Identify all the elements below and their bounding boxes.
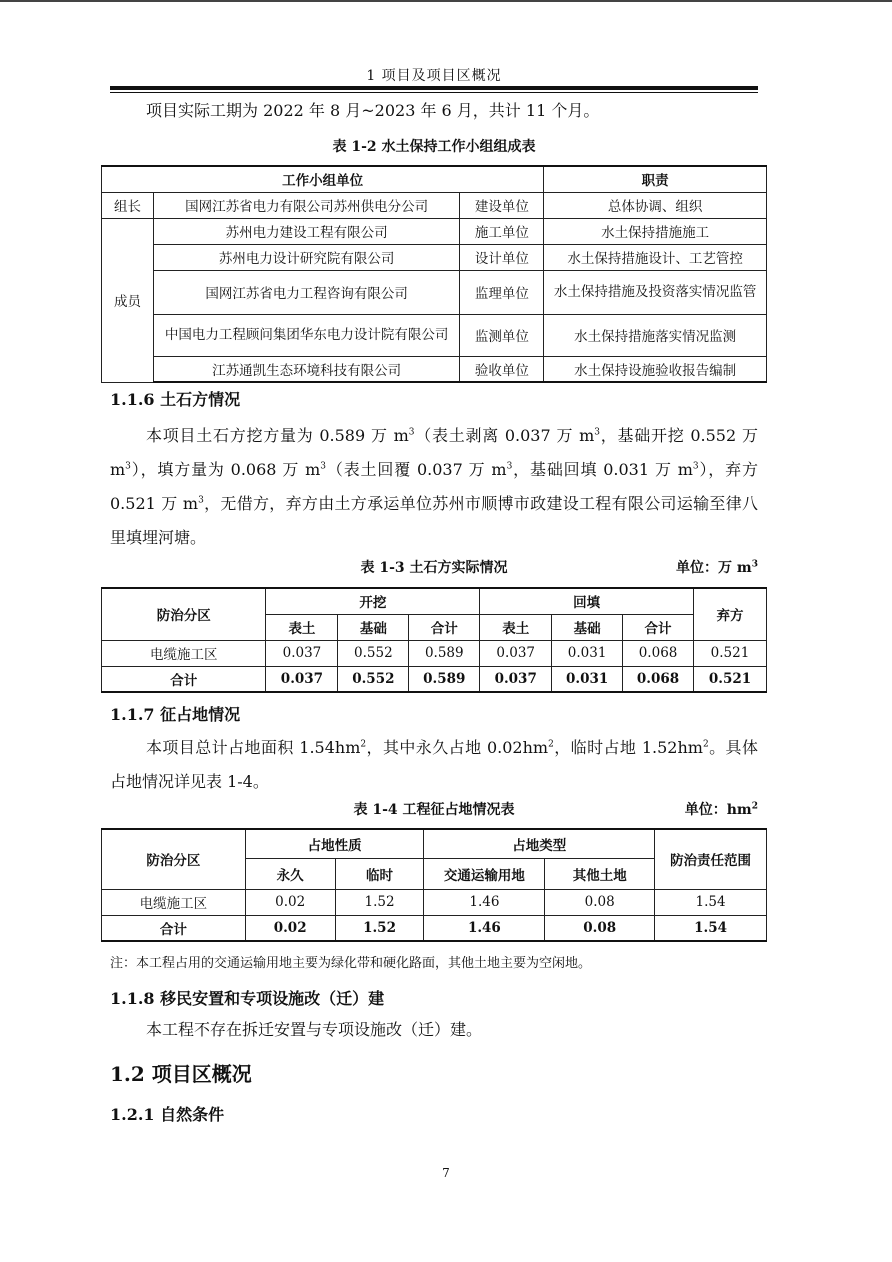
value-cell: 1.46 <box>424 889 545 915</box>
table-1-4 <box>101 828 767 942</box>
header-type: 占地类型 <box>424 829 655 858</box>
table-1-4-note: 注：本工程占用的交通运输用地主要为绿化带和硬化路面，其他土地主要为空闲地。 <box>110 956 592 971</box>
value-cell: 0.031 <box>552 666 623 692</box>
role-cell: 监测单位 <box>460 314 544 356</box>
page-number: 7 <box>442 1166 450 1180</box>
header-permanent: 永久 <box>245 858 335 889</box>
value-cell: 0.552 <box>338 666 409 692</box>
table-1-4-caption: 表 1-4 工程征占地情况表 <box>353 802 515 818</box>
table-1-4-unit: 单位：$hm^2$ <box>684 801 758 818</box>
value-cell: 0.068 <box>623 640 694 666</box>
header-subtotal: 合计 <box>409 614 480 640</box>
zone-cell: 电缆施工区 <box>102 640 266 666</box>
header-unit: 工作小组单位 <box>102 166 544 192</box>
header-topsoil: 表土 <box>480 614 552 640</box>
table-1-3-unit: 单位：万 $m^3$ <box>676 559 758 576</box>
duty-cell: 水土保持措施设计、工艺管控 <box>544 244 767 270</box>
zone-cell: 合计 <box>102 915 246 941</box>
table-row <box>102 314 767 356</box>
table-row <box>102 218 767 244</box>
org-cell: 苏州电力设计研究院有限公司 <box>153 244 459 270</box>
value-cell: 1.46 <box>424 915 545 941</box>
role-cell: 建设单位 <box>460 192 544 218</box>
value-cell: 0.068 <box>623 666 694 692</box>
value-cell: 0.037 <box>266 666 338 692</box>
table-1-2-caption: 表 1-2 水土保持工作小组组成表 <box>332 139 536 155</box>
table-1-3-caption: 表 1-3 土石方实际情况 <box>360 560 508 576</box>
table-row <box>102 640 767 666</box>
value-cell: 0.521 <box>694 666 767 692</box>
org-cell: 苏州电力建设工程有限公司 <box>153 218 459 244</box>
value-cell: 0.521 <box>694 640 767 666</box>
header-duty: 职责 <box>544 166 767 192</box>
header-zone: 防治分区 <box>102 829 246 889</box>
header-excavation: 开挖 <box>266 588 480 614</box>
value-cell: 0.02 <box>245 915 335 941</box>
org-cell: 中国电力工程顾问集团华东电力设计院有限公司 <box>153 314 459 356</box>
running-header: 1 项目及项目区概况 <box>366 68 502 84</box>
role-cell: 验收单位 <box>460 356 544 382</box>
header-fill: 回填 <box>480 588 694 614</box>
section-1-1-7-heading: 1.1.7 征占地情况 <box>110 705 241 724</box>
value-cell: 0.02 <box>245 889 335 915</box>
section-1-1-6-body: 本项目土石方挖方量为 0.589 万 $m^3$（表土剥离 0.037 万 $m^3$，基础开挖 0.552 万 $m^3$），填方量为 0.068 万 $m^3$（表土回覆 0.037 万 $m^3$，基础回填 0.031 万 $m^3$），弃方 0.521 万 $m^3$，无借方，弃方由土方承运单位苏州市顺博市政建设工程有限公司运输至律八里填埋河塘。 <box>110 426 758 547</box>
value-cell: 0.589 <box>409 640 480 666</box>
value-cell: 0.031 <box>552 640 623 666</box>
table-1-2 <box>101 165 767 383</box>
section-1-2-1-heading: 1.2.1 自然条件 <box>110 1105 225 1124</box>
value-cell: 0.037 <box>266 640 338 666</box>
table-row <box>102 270 767 314</box>
table-header-row <box>102 829 767 858</box>
table-row <box>102 356 767 382</box>
header-topsoil: 表土 <box>266 614 338 640</box>
value-cell: 1.52 <box>335 889 424 915</box>
zone-cell: 电缆施工区 <box>102 889 246 915</box>
section-1-1-8-body: 本工程不存在拆迁安置与专项设施改（迁）建。 <box>146 1020 483 1039</box>
table-header-row <box>102 166 767 192</box>
table-row <box>102 192 767 218</box>
value-cell: 0.552 <box>338 640 409 666</box>
header-scope: 防治责任范围 <box>655 829 767 889</box>
header-transport: 交通运输用地 <box>424 858 545 889</box>
section-1-1-7-body: 本项目总计占地面积 $1.54hm^2$，其中永久占地 $0.02hm^2$，临时占地 $1.52hm^2$。具体占地情况详见表 1-4。 <box>110 738 758 791</box>
duty-cell: 水土保持措施落实情况监测 <box>544 314 767 356</box>
duty-cell: 水土保持设施验收报告编制 <box>544 356 767 382</box>
section-1-2-heading: 1.2 项目区概况 <box>110 1062 252 1086</box>
header-other: 其他土地 <box>545 858 655 889</box>
member-label: 成员 <box>102 218 154 382</box>
header-spoil: 弃方 <box>694 588 767 640</box>
header-rule-thin <box>110 92 758 93</box>
value-cell: 1.52 <box>335 915 424 941</box>
org-cell: 国网江苏省电力有限公司苏州供电分公司 <box>153 192 459 218</box>
role-cell: 施工单位 <box>460 218 544 244</box>
page-top-border <box>0 0 892 2</box>
value-cell: 0.037 <box>480 640 552 666</box>
table-row <box>102 889 767 915</box>
table-1-3 <box>101 587 767 693</box>
value-cell: 0.08 <box>545 889 655 915</box>
org-cell: 江苏通凯生态环境科技有限公司 <box>153 356 459 382</box>
header-nature: 占地性质 <box>245 829 424 858</box>
value-cell: 1.54 <box>655 889 767 915</box>
header-rule-thick <box>110 86 758 90</box>
value-cell: 0.589 <box>409 666 480 692</box>
role-cell: 监理单位 <box>460 270 544 314</box>
section-1-1-8-heading: 1.1.8 移民安置和专项设施改（迁）建 <box>110 989 385 1008</box>
intro-paragraph: 项目实际工期为 2022 年 8 月~2023 年 6 月，共计 11 个月。 <box>146 101 600 120</box>
role-cell: 设计单位 <box>460 244 544 270</box>
duty-cell: 水土保持措施施工 <box>544 218 767 244</box>
table-row <box>102 244 767 270</box>
duty-cell: 总体协调、组织 <box>544 192 767 218</box>
header-subtotal: 合计 <box>623 614 694 640</box>
table-total-row <box>102 915 767 941</box>
table-header-row <box>102 588 767 614</box>
value-cell: 0.08 <box>545 915 655 941</box>
value-cell: 0.037 <box>480 666 552 692</box>
duty-cell: 水土保持措施及投资落实情况监管 <box>544 270 767 314</box>
header-temporary: 临时 <box>335 858 424 889</box>
value-cell: 1.54 <box>655 915 767 941</box>
header-foundation: 基础 <box>552 614 623 640</box>
table-total-row <box>102 666 767 692</box>
org-cell: 国网江苏省电力工程咨询有限公司 <box>153 270 459 314</box>
section-1-1-6-heading: 1.1.6 土石方情况 <box>110 390 241 409</box>
leader-label: 组长 <box>102 192 154 218</box>
header-zone: 防治分区 <box>102 588 266 640</box>
zone-cell: 合计 <box>102 666 266 692</box>
header-foundation: 基础 <box>338 614 409 640</box>
